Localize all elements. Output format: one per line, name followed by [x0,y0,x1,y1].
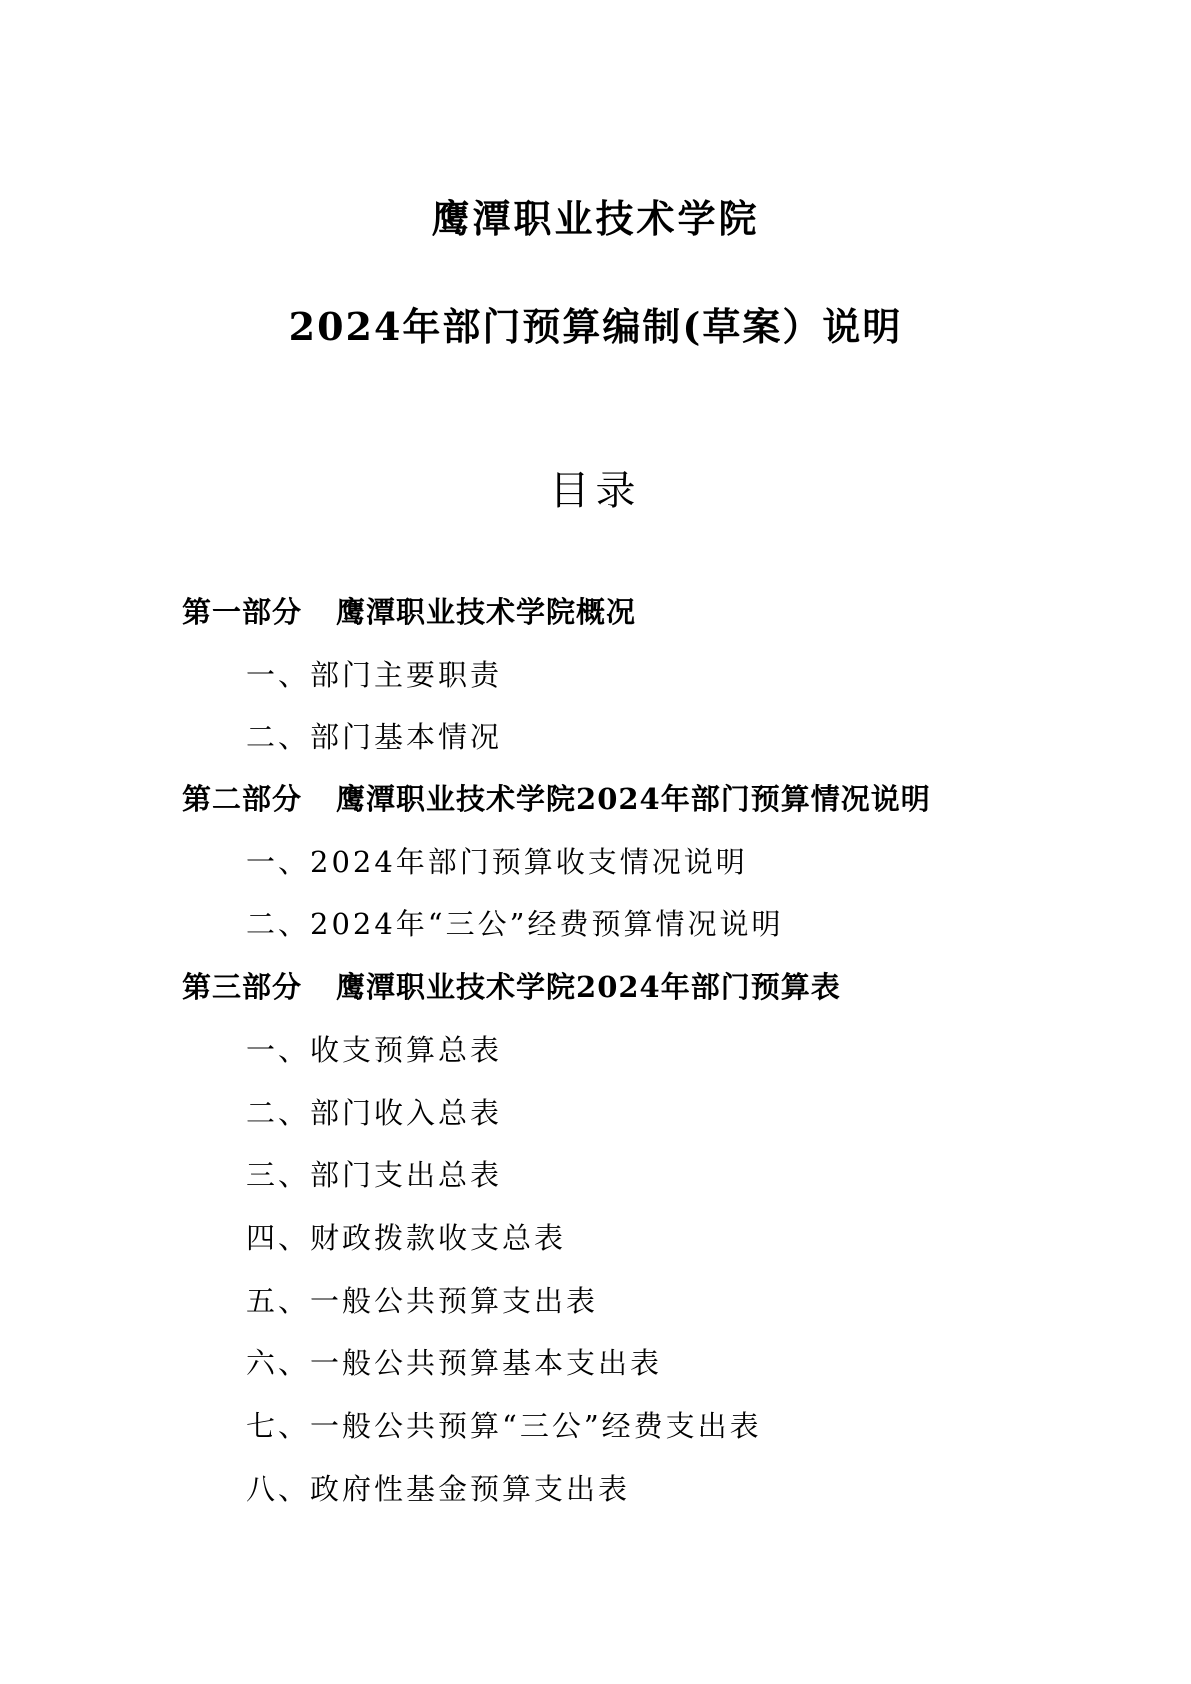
part-title: 鹰潭职业技术学院2024年部门预算情况说明 [336,782,931,816]
toc-item[interactable]: 一、部门主要职责 [246,658,503,692]
toc-item[interactable]: 八、政府性基金预算支出表 [246,1472,631,1506]
toc-item[interactable]: 三、部门支出总表 [246,1158,503,1192]
toc-item[interactable]: 五、一般公共预算支出表 [246,1284,599,1318]
toc-item[interactable]: 一、2024年部门预算收支情况说明 [246,845,748,879]
document-subtitle: 2024年部门预算编制(草案）说明 [288,304,903,349]
toc-part-2[interactable] [182,782,931,816]
toc-item[interactable]: 七、一般公共预算“三公”经费支出表 [246,1409,762,1443]
toc-heading: 目录 [549,468,642,514]
toc-item[interactable]: 六、一般公共预算基本支出表 [246,1346,663,1380]
part-label: 第二部分 [182,782,303,816]
toc-item[interactable]: 二、部门收入总表 [246,1096,503,1130]
part-title: 鹰潭职业技术学院2024年部门预算表 [336,970,841,1004]
document-title: 鹰潭职业技术学院 [431,196,760,241]
toc-item[interactable]: 二、2024年“三公”经费预算情况说明 [246,907,784,941]
toc-item[interactable]: 二、部门基本情况 [246,720,503,754]
part-label: 第一部分 [182,595,303,629]
toc-item[interactable]: 四、财政拨款收支总表 [246,1221,567,1255]
toc-item[interactable]: 一、收支预算总表 [246,1033,503,1067]
part-title: 鹰潭职业技术学院概况 [336,595,637,629]
toc-part-3[interactable] [182,970,841,1004]
toc-part-1[interactable] [182,595,637,629]
part-label: 第三部分 [182,970,303,1004]
